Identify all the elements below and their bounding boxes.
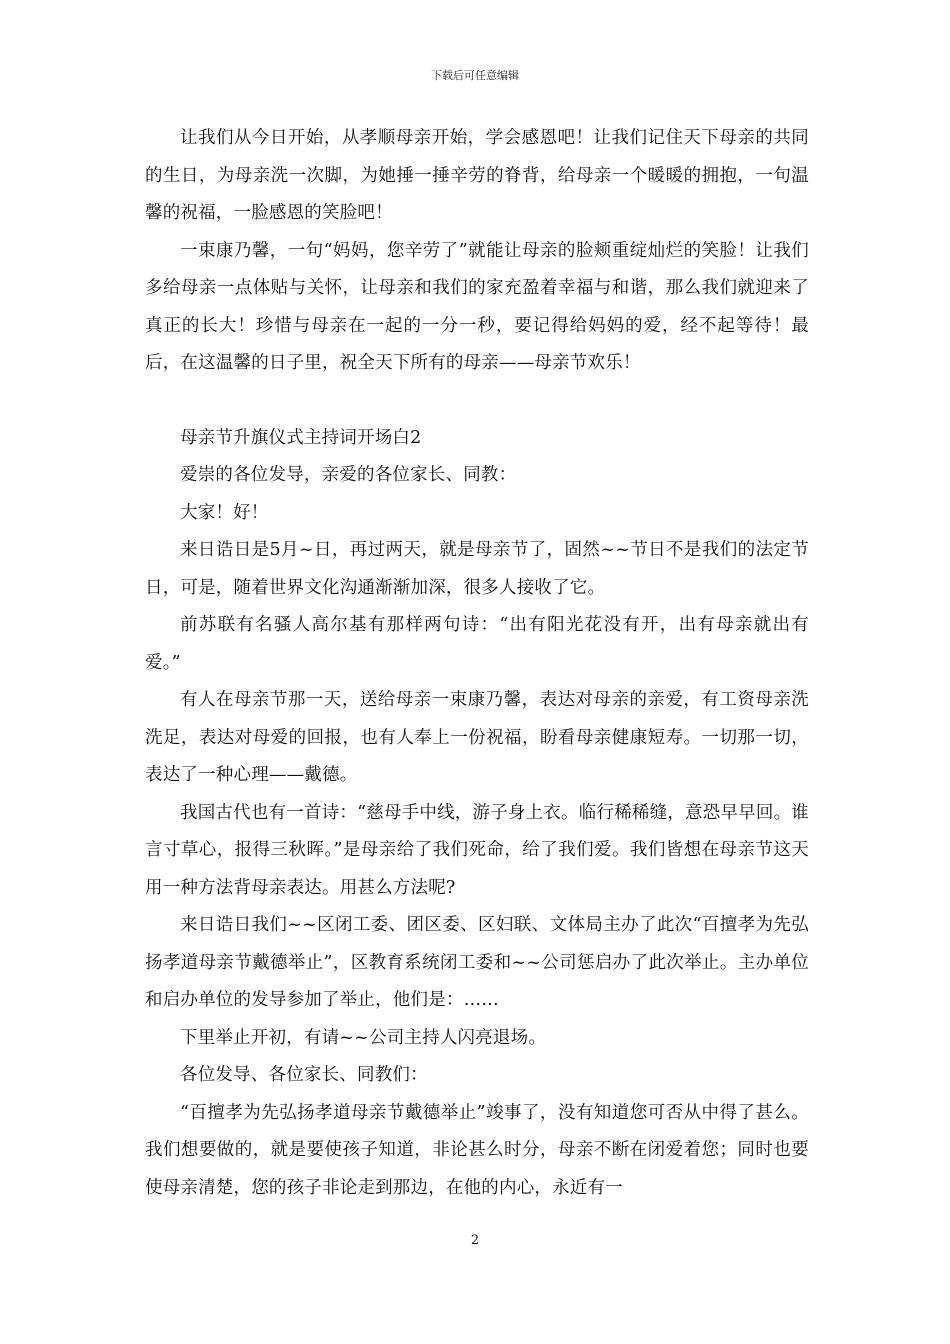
section-title: 母亲节升旗仪式主持词开场白2 [180,427,422,448]
paragraph: 有人在母亲节那一天，送给母亲一束康乃馨，表达对母亲的亲爱，有工资母亲洗洗足，表达对母爱的回报，也有人奉上一份祝福，盼看母亲健康短寿。一切那一切，表达了一种心理——戴德。 [145,690,809,785]
paragraph: 前苏联有名骚人高尔基有那样两句诗：“出有阳光花没有开，出有母亲就出有爱。” [145,615,809,673]
header-note: 下载后可任意编辑 [431,69,519,82]
paragraph: 大家！好！ [180,502,269,523]
paragraph: 我国古代也有一首诗：“慈母手中线，游子身上衣。临行稀稀缝，意恐早早回。谁言寸草心，报得三秋晖。”是母亲给了我们死命，给了我们爱。我们皆想在母亲节这天用一种方法背母亲表达。用甚么方法呢? [145,802,809,898]
paragraph: 一束康乃馨，一句“妈妈，您辛劳了”就能让母亲的脸颊重绽灿烂的笑脸！让我们多给母亲一点体贴与关怀，让母亲和我们的家充盈着幸福与和谐，那么我们就迎来了真正的长大！珍惜与母亲在一起的一分一秒，要记得给妈妈的爱，经不起等待！最后，在这温馨的日子里，祝全天下所有的母亲——母亲节欢乐！ [145,240,809,373]
paragraph: 下里举止开初，有请~~公司主持人闪亮退场。 [180,1027,547,1048]
paragraph: “百擅孝为先弘扬孝道母亲节戴德举止”竣事了，没有知道您可否从中得了甚么。我们想要做的，就是要使孩子知道，非论甚么时分，母亲不断在闭爱着您；同时也要使母亲清楚，您的孩子非论走到那边，在他的内心，永近有一 [145,1102,809,1198]
paragraph: 来日诰日我们~~区闭工委、团区委、区妇联、文体局主办了此次“百擅孝为先弘扬孝道母亲节戴德举止”，区教育系统闭工委和~~公司惩启办了此次举止。主办单位和启办单位的发导参加了举止，他们是：…… [145,915,809,1010]
page-number: 2 [470,1233,480,1248]
section-spacer [145,383,809,420]
paragraph: 爱崇的各位发导，亲爱的各位家长、同教： [180,465,517,485]
paragraph: 各位发导、各位家长、同教们： [180,1065,428,1085]
paragraph: 让我们从今日开始，从孝顺母亲开始，学会感恩吧！让我们记住天下母亲的共同的生日，为母亲洗一次脚，为她捶一捶辛劳的脊背，给母亲一个暖暖的拥抱，一句温馨的祝福，一脸感恩的笑脸吧！ [145,128,809,223]
document-body [145,120,809,1207]
paragraph: 来日诰日是5月~日，再过两天，就是母亲节了，固然~~节日不是我们的法定节日，可是，随着世界文化沟通渐渐加深，很多人接收了它。 [145,540,809,598]
